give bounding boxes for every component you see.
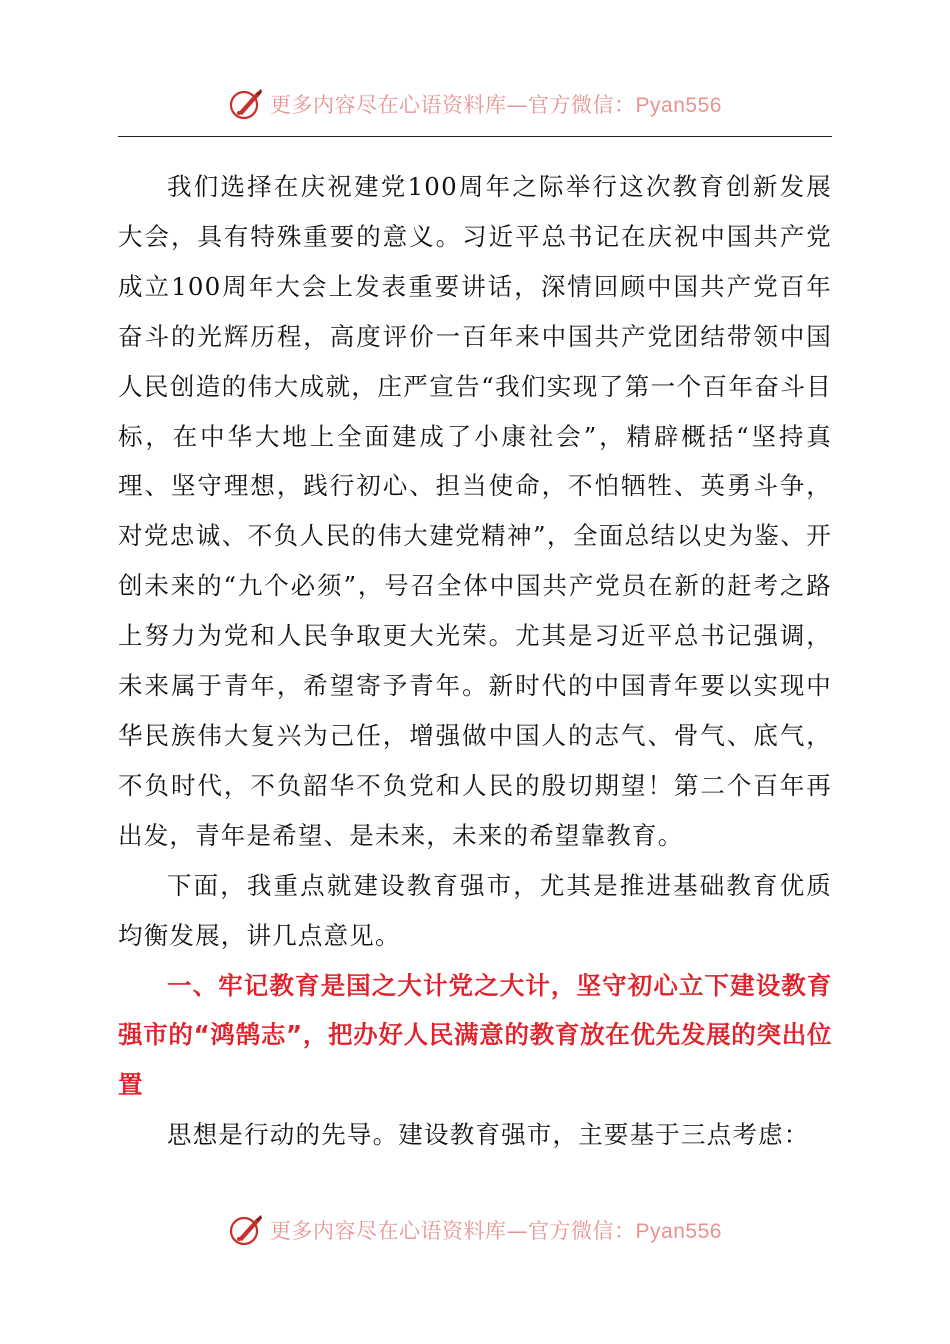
footer-banner: [0, 1208, 950, 1252]
paragraph-2: 下面，我重点就建设教育强市，尤其是推进基础教育优质均衡发展，讲几点意见。: [118, 870, 832, 950]
header-banner-handle: Pyan556: [635, 94, 722, 117]
header-divider: [118, 136, 832, 137]
paragraph-3: 思想是行动的先导。建设教育强市，主要基于三点考虑：: [167, 1120, 810, 1150]
fountain-pen-circle-icon: [228, 86, 264, 122]
header-banner-text: 更多内容尽在心语资料库—官方微信：: [270, 93, 636, 117]
footer-banner-text: 更多内容尽在心语资料库—官方微信：: [270, 1219, 636, 1243]
section-heading-1: 一、牢记教育是国之大计党之大计，坚守初心立下建设教育强市的“鸿鹄志”，把办好人民满意的教育放在优先发展的突出位置: [118, 970, 832, 1100]
fountain-pen-circle-icon: [228, 1212, 264, 1248]
footer-banner-handle: Pyan556: [635, 1220, 722, 1243]
paragraph-1: 我们选择在庆祝建党100周年之际举行这次教育创新发展大会，具有特殊重要的意义。习近平总书记在庆祝中国共产党成立100周年大会上发表重要讲话，深情回顾中国共产党百年奋斗的光辉历程，高度评价一百年来中国共产党团结带领中国人民创造的伟大成就，庄严宣告“我们实现了第一个百年奋斗目标，在中华大地上全面建成了小康社会”，精辟概括“坚持真理、坚守理想，践行初心、担当使命，不怕牺牲、英勇斗争，对党忠诚、不负人民的伟大建党精神”，全面总结以史为鉴、开创未来的“九个必须”，号召全体中国共产党员在新的赶考之路上努力为党和人民争取更大光荣。尤其是习近平总书记强调，未来属于青年，希望寄予青年。新时代的中国青年要以实现中华民族伟大复兴为己任，增强做中国人的志气、骨气、底气，不负时代，不负韶华不负党和人民的殷切期望！第二个百年再出发，青年是希望、是未来，未来的希望靠教育。: [118, 172, 832, 850]
header-banner: [0, 82, 950, 126]
document-body: [118, 162, 832, 1160]
